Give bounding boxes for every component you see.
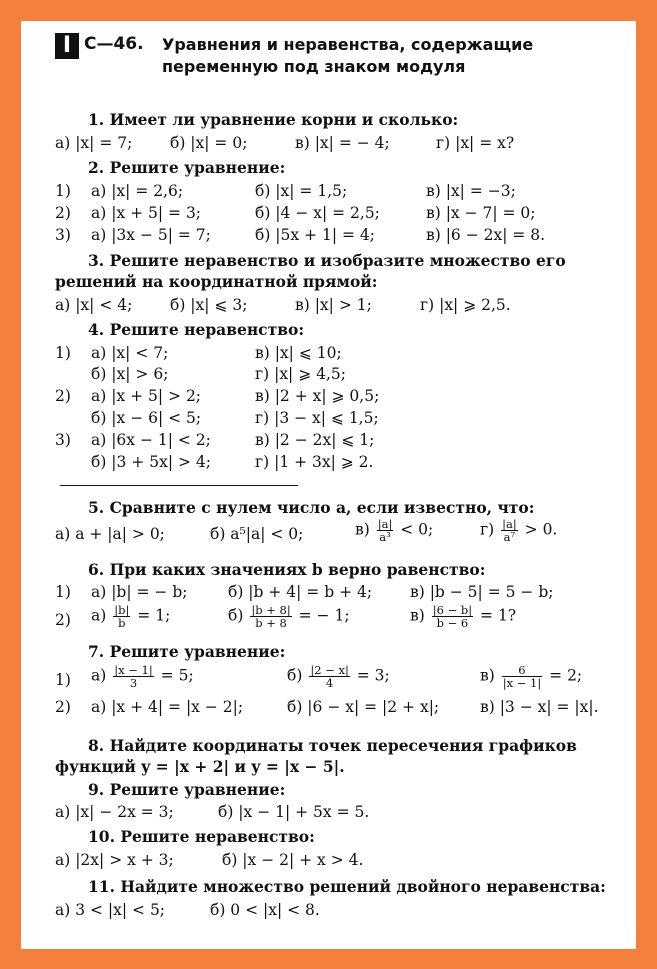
- task-11-question: 11. Найдите множество решений двойного неравенства:: [88, 877, 606, 896]
- task-4-row-2-number: 2): [55, 387, 71, 405]
- task-8-question-line-1: 8. Найдите координаты точек пересечения графиков: [88, 736, 577, 755]
- task-9-b: б) |x − 1| + 5x = 5.: [218, 803, 370, 821]
- task-4-1-c: в) |x| ⩽ 10;: [255, 344, 342, 362]
- task-4-2-b: б) |x − 6| < 5;: [91, 409, 202, 427]
- task-6-2-c-label: в): [410, 606, 425, 625]
- task-6-2-a-fraction: [113, 604, 130, 629]
- task-7-1-b-numerator: |2 − x|: [310, 663, 349, 677]
- task-6-2-c-fraction: [432, 604, 473, 629]
- task-2-2-c: в) |x − 7| = 0;: [426, 204, 536, 222]
- task-6-2-c-numerator: |6 − b|: [432, 603, 473, 617]
- task-7-1-b-denominator: 4: [325, 676, 334, 690]
- task-7-1-c-tail: = 2;: [549, 666, 583, 685]
- task-5-d-denominator: a⁷: [503, 530, 516, 544]
- task-6-1-b: б) |b + 4| = b + 4;: [228, 583, 373, 601]
- page-title: Уравнения и неравенства, содержащие переменную под знаком модуля: [162, 35, 534, 76]
- section-divider: [60, 485, 298, 486]
- task-6-2-b-label: б): [228, 606, 244, 625]
- task-6-question: 6. При каких значениях b верно равенство:: [88, 560, 486, 579]
- task-7-1-a-fraction: [113, 664, 154, 689]
- task-5-d-label: г): [480, 520, 495, 539]
- task-7-2-c: в) |3 − x| = |x|.: [480, 698, 599, 716]
- task-7-row-2-number: 2): [55, 698, 71, 716]
- task-5-a: а) a + |a| > 0;: [55, 525, 165, 543]
- task-7-1-a-tail: = 5;: [160, 666, 194, 685]
- task-7-1-b: [287, 664, 390, 689]
- task-7-1-a: [91, 664, 194, 689]
- task-1-c: в) |x| = − 4;: [295, 134, 390, 152]
- task-7-1-a-numerator: |x − 1|: [114, 663, 153, 677]
- task-2-row-2-number: 2): [55, 204, 71, 222]
- task-10-a: а) |2x| > x + 3;: [55, 851, 174, 869]
- task-7-row-1-number: 1): [55, 671, 71, 689]
- task-7-1-c: [480, 664, 582, 689]
- task-6-2-b-denominator: b + 8: [255, 616, 287, 630]
- task-3-b: б) |x| ⩽ 3;: [170, 296, 248, 314]
- task-4-2-c: в) |2 + x| ⩾ 0,5;: [255, 387, 380, 405]
- task-8-question-line-2: функций y = |x + 2| и y = |x − 5|.: [55, 757, 345, 776]
- task-2-2-a: а) |x + 5| = 3;: [91, 204, 202, 222]
- task-2-3-c: в) |6 − 2x| = 8.: [426, 226, 546, 244]
- task-5-d: [480, 518, 557, 543]
- task-3-c: в) |x| > 1;: [295, 296, 372, 314]
- task-1-b: б) |x| = 0;: [170, 134, 248, 152]
- task-4-3-b: б) |3 + 5x| > 4;: [91, 453, 211, 471]
- task-4-1-b: б) |x| > 6;: [91, 365, 169, 383]
- task-2-3-a: а) |3x − 5| = 7;: [91, 226, 211, 244]
- level-badge: I: [55, 33, 79, 59]
- task-4-row-1-number: 1): [55, 344, 71, 362]
- task-10-b: б) |x − 2| + x > 4.: [222, 851, 364, 869]
- task-7-1-c-label: в): [480, 666, 495, 685]
- task-7-1-a-denominator: 3: [129, 676, 138, 690]
- task-6-row-1-number: 1): [55, 583, 71, 601]
- task-2-1-c: в) |x| = −3;: [426, 182, 516, 200]
- task-7-question: 7. Решите уравнение:: [88, 642, 286, 661]
- task-5-d-fraction: [501, 518, 518, 543]
- task-11-a: а) 3 < |x| < 5;: [55, 901, 166, 919]
- task-7-1-c-denominator: |x − 1|: [502, 676, 542, 690]
- task-4-1-d: г) |x| ⩾ 4,5;: [255, 365, 346, 383]
- task-5-c-label: в): [355, 520, 370, 539]
- task-3-question-line-2: решений на координатной прямой:: [55, 272, 378, 291]
- task-2-row-3-number: 3): [55, 226, 71, 244]
- task-4-3-c: в) |2 − 2x| ⩽ 1;: [255, 431, 375, 449]
- task-9-a: а) |x| − 2x = 3;: [55, 803, 174, 821]
- task-5-c-numerator: |a|: [377, 517, 393, 531]
- task-7-1-b-fraction: [309, 664, 350, 689]
- task-2-2-b: б) |4 − x| = 2,5;: [255, 204, 380, 222]
- task-4-3-a: а) |6x − 1| < 2;: [91, 431, 211, 449]
- task-6-2-b-tail: = − 1;: [298, 606, 350, 625]
- task-3-d: г) |x| ⩾ 2,5.: [420, 296, 511, 314]
- task-7-1-b-tail: = 3;: [356, 666, 390, 685]
- task-2-1-a: а) |x| = 2,6;: [91, 182, 184, 200]
- task-7-1-c-fraction: [502, 664, 543, 689]
- task-10-question: 10. Решите неравенство:: [88, 827, 315, 846]
- task-4-1-a: а) |x| < 7;: [91, 344, 169, 362]
- task-6-2-a-numerator: |b|: [114, 603, 130, 617]
- task-7-2-a: а) |x + 4| = |x − 2|;: [91, 698, 244, 716]
- task-3-a: а) |x| < 4;: [55, 296, 133, 314]
- task-4-2-d: г) |3 − x| ⩽ 1,5;: [255, 409, 379, 427]
- task-7-2-b: б) |6 − x| = |2 + x|;: [287, 698, 440, 716]
- task-6-row-2-number: 2): [55, 611, 71, 629]
- task-5-b: б) a⁵|a| < 0;: [210, 525, 304, 543]
- task-2-3-b: б) |5x + 1| = 4;: [255, 226, 375, 244]
- task-4-3-d: г) |1 + 3x| ⩾ 2.: [255, 453, 374, 471]
- task-6-2-b: [228, 604, 350, 629]
- task-6-2-a-denominator: b: [118, 616, 126, 630]
- task-6-2-b-numerator: |b + 8|: [251, 603, 291, 617]
- task-6-1-c: в) |b − 5| = 5 − b;: [410, 583, 554, 601]
- task-2-1-b: б) |x| = 1,5;: [255, 182, 348, 200]
- task-6-2-c-denominator: b − 6: [436, 616, 469, 630]
- task-4-2-a: а) |x + 5| > 2;: [91, 387, 202, 405]
- task-3-question-line-1: 3. Решите неравенство и изобразите множество его: [88, 251, 566, 270]
- task-6-2-a: [91, 604, 170, 629]
- task-7-1-a-label: а): [91, 666, 107, 685]
- task-6-2-c-tail: = 1?: [480, 606, 517, 625]
- task-1-question: 1. Имеет ли уравнение корни и сколько:: [88, 110, 459, 129]
- task-5-d-tail: > 0.: [524, 520, 558, 539]
- task-1-a: а) |x| = 7;: [55, 134, 133, 152]
- task-9-question: 9. Решите уравнение:: [88, 780, 286, 799]
- task-6-2-a-label: а): [91, 606, 107, 625]
- task-4-question: 4. Решите неравенство:: [88, 320, 305, 339]
- task-6-2-a-tail: = 1;: [137, 606, 171, 625]
- task-5-question: 5. Сравните с нулем число a, если известно, что:: [88, 498, 535, 517]
- task-7-1-c-numerator: 6: [502, 664, 543, 677]
- task-11-b: б) 0 < |x| < 8.: [210, 901, 320, 919]
- task-7-1-b-label: б): [287, 666, 303, 685]
- task-5-c-denominator: a³: [379, 530, 391, 544]
- task-6-1-a: а) |b| = − b;: [91, 583, 188, 601]
- task-2-question: 2. Решите уравнение:: [88, 158, 286, 177]
- task-6-2-b-fraction: [250, 604, 291, 629]
- task-6-2-c: [410, 604, 516, 629]
- task-5-d-numerator: |a|: [502, 517, 517, 531]
- task-5-c: [355, 518, 433, 543]
- task-5-c-fraction: [377, 518, 394, 543]
- task-4-row-3-number: 3): [55, 431, 71, 449]
- task-1-d: г) |x| = x?: [436, 134, 515, 152]
- task-5-c-tail: < 0;: [400, 520, 434, 539]
- task-2-row-1-number: 1): [55, 182, 71, 200]
- section-code: С—46.: [84, 34, 144, 54]
